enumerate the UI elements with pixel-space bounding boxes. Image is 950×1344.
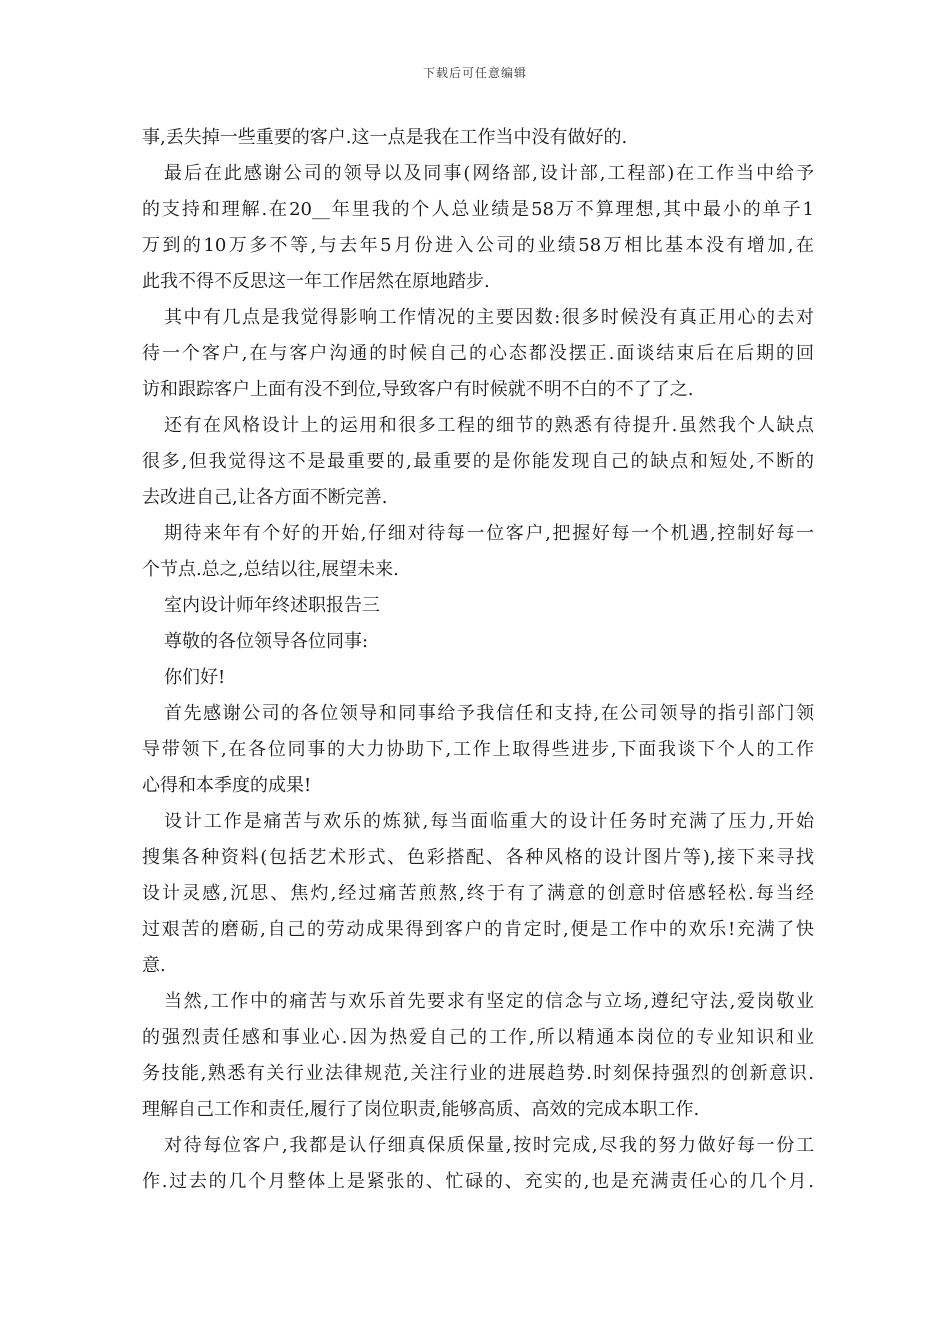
text-line: 导带领下,在各位同事的大力协助下,工作上取得些进步,下面我谈下个人的工作 bbox=[142, 739, 814, 760]
text-line: 事,丢失掉一些重要的客户.这一点是我在工作当中没有做好的. bbox=[142, 127, 628, 148]
text-line: 心得和本季度的成果! bbox=[142, 775, 312, 796]
text-line: 务技能,熟悉有关行业法律规范,关注行业的进展趋势.时刻保持强烈的创新意识. bbox=[142, 1063, 814, 1084]
text-line: 很多,但我觉得这不是最重要的,最重要的是你能发现自己的缺点和短处,不断的 bbox=[142, 451, 814, 472]
text-line: 待一个客户,在与客户沟通的时候自己的心态都没摆正.面谈结束后在后期的回 bbox=[142, 343, 814, 364]
text-line: 理解自己工作和责任,履行了岗位职责,能够高质、高效的完成本职工作. bbox=[142, 1099, 700, 1120]
text-line: 对待每位客户,我都是认仔细真保质保量,按时完成,尽我的努力做好每一份工 bbox=[164, 1135, 814, 1156]
text-line: 你们好! bbox=[164, 667, 226, 688]
text-line: 作.过去的几个月整体上是紧张的、忙碌的、充实的,也是充满责任心的几个月. bbox=[142, 1171, 814, 1192]
text-line: 访和跟踪客户上面有没不到位,导致客户有时候就不明不白的不了了之. bbox=[142, 379, 694, 400]
text-line: 去改进自己,让各方面不断完善. bbox=[142, 487, 388, 508]
text-line: 意. bbox=[142, 955, 166, 976]
text-line: 尊敬的各位领导各位同事: bbox=[164, 631, 369, 652]
text-line: 还有在风格设计上的运用和很多工程的细节的熟悉有待提升.虽然我个人缺点 bbox=[164, 415, 814, 436]
text-line: 的支持和理解.在20__年里我的个人总业绩是58万不算理想,其中最小的单子1 bbox=[142, 199, 814, 220]
text-line: 最后在此感谢公司的领导以及同事(网络部,设计部,工程部)在工作当中给予 bbox=[164, 163, 814, 184]
page-header: 下载后可任意编辑 bbox=[422, 66, 527, 80]
text-line: 个节点.总之,总结以往,展望未来. bbox=[142, 559, 399, 580]
text-line: 其中有几点是我觉得影响工作情况的主要因数:很多时候没有真正用心的去对 bbox=[164, 307, 814, 328]
text-line: 首先感谢公司的各位领导和同事给予我信任和支持,在公司领导的指引部门领 bbox=[164, 703, 814, 724]
text-line: 室内设计师年终述职报告三 bbox=[164, 595, 380, 616]
text-line: 期待来年有个好的开始,仔细对待每一位客户,把握好每一个机遇,控制好每一 bbox=[164, 523, 814, 544]
text-line: 当然,工作中的痛苦与欢乐首先要求有坚定的信念与立场,遵纪守法,爱岗敬业 bbox=[164, 991, 814, 1012]
text-line: 设计工作是痛苦与欢乐的炼狱,每当面临重大的设计任务时充满了压力,开始 bbox=[164, 811, 814, 832]
text-line: 搜集各种资料(包括艺术形式、色彩搭配、各种风格的设计图片等),接下来寻找 bbox=[142, 847, 814, 868]
text-line: 的强烈责任感和事业心.因为热爱自己的工作,所以精通本岗位的专业知识和业 bbox=[142, 1027, 814, 1048]
text-line: 万到的10万多不等,与去年5月份进入公司的业绩58万相比基本没有增加,在 bbox=[142, 235, 814, 256]
document-body bbox=[142, 120, 814, 1200]
text-line: 过艰苦的磨砺,自己的劳动成果得到客户的肯定时,便是工作中的欢乐!充满了快 bbox=[142, 919, 814, 940]
text-line: 设计灵感,沉思、焦灼,经过痛苦煎熬,终于有了满意的创意时倍感轻松.每当经 bbox=[142, 883, 814, 904]
text-line: 此我不得不反思这一年工作居然在原地踏步. bbox=[142, 271, 490, 292]
